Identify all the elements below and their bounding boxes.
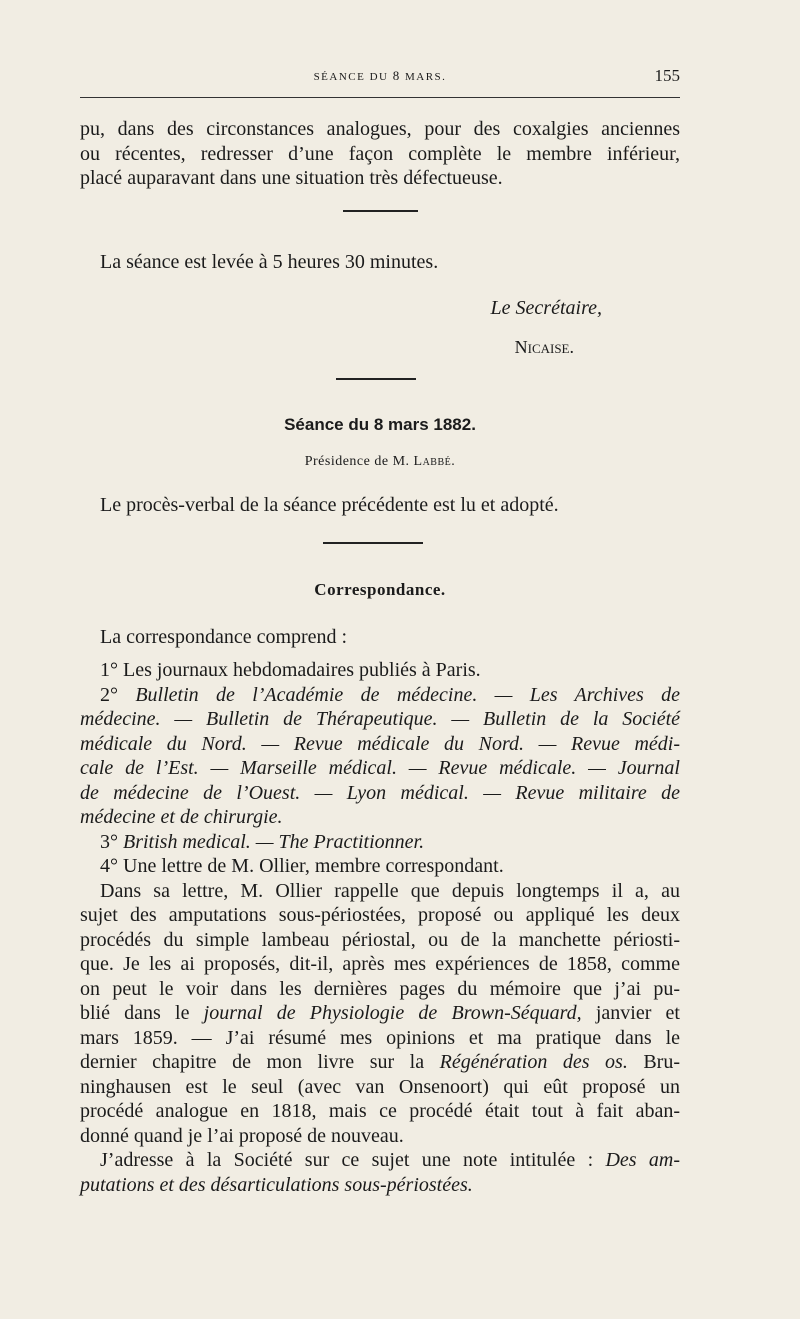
list-item-2-line: médecine. — Bulletin de Thérapeutique. — Bulletin de la Société bbox=[80, 708, 680, 730]
running-title-prefix: SÉANCE DU bbox=[313, 71, 393, 83]
presidence-prefix: Présidence de M. bbox=[304, 454, 414, 469]
session-title: Séance du 8 mars 1882. bbox=[284, 415, 476, 434]
letter-text: dernier chapitre de mon livre sur la bbox=[80, 1051, 440, 1073]
running-head bbox=[80, 66, 680, 92]
list-item-2-text: Bulletin de l’Académie de médecine. — Les Archives de bbox=[135, 683, 680, 706]
letter-line: Dans sa lettre, M. Ollier rappelle que depuis longtemps il a, au bbox=[100, 879, 680, 902]
minutes-text: Le procès-verbal de la séance précédente est lu et adopté. bbox=[100, 494, 559, 516]
list-item-2-line: de médecine de l’Ouest. — Lyon médical. — Revue militaire de bbox=[80, 781, 680, 804]
running-title-suffix: MARS. bbox=[400, 71, 447, 83]
section-rule bbox=[323, 542, 423, 544]
secretary-name-block bbox=[80, 335, 680, 360]
adjourn-line bbox=[80, 250, 680, 275]
letter-line bbox=[80, 1148, 680, 1173]
header-rule bbox=[80, 97, 680, 98]
letter-text: janvier et bbox=[581, 1002, 680, 1024]
letter-text: Bru- bbox=[627, 1051, 681, 1073]
letter-line: que. Je les ai proposés, dit-il, après mes expériences de 1858, comme bbox=[80, 953, 680, 975]
correspondance-heading: Correspondance. bbox=[314, 580, 446, 599]
list-item-1: 1° Les journaux hebdomadaires publiés à Paris. bbox=[100, 659, 481, 681]
list-item-3-text: British medical. — The Practitionner. bbox=[123, 830, 425, 853]
letter-citation: journal de Physiologie de Brown-Séquard, bbox=[203, 1002, 582, 1024]
secretary-title: Le Secrétaire, bbox=[490, 297, 602, 319]
letter-line bbox=[80, 1050, 680, 1075]
presidence-line bbox=[80, 454, 680, 470]
letter-line: procédés du simple lambeau périostal, ou de la manchette périosti- bbox=[80, 928, 680, 951]
list-item-2-line bbox=[80, 683, 680, 708]
opening-line: ou récentes, redresser d’une façon complète le membre inférieur, bbox=[80, 142, 680, 165]
letter-line: putations et des désarticulations sous-périostées. bbox=[80, 1173, 473, 1196]
list-item-2-line: médecine et de chirurgie. bbox=[80, 806, 283, 828]
secretary-title-block bbox=[80, 296, 680, 321]
list-item-3 bbox=[80, 830, 680, 855]
correspondance-intro: La correspondance comprend : bbox=[100, 626, 348, 648]
list-item-2-line: cale de l’Est. — Marseille médical. — Revue médicale. — Journal bbox=[80, 757, 680, 779]
letter-line: ninghausen est le seul (avec van Onsenoort) qui eût proposé un bbox=[80, 1075, 680, 1098]
letter-line: sujet des amputations sous-périostées, proposé ou appliqué les deux bbox=[80, 904, 680, 926]
running-title-day: 8 bbox=[392, 68, 401, 83]
opening-paragraph bbox=[80, 117, 680, 191]
secretary-name: Nicaise. bbox=[514, 337, 574, 357]
list-item-2-number: 2° bbox=[100, 683, 136, 706]
list-item-4: 4° Une lettre de M. Ollier, membre correspondant. bbox=[100, 855, 504, 877]
letter-line: on peut le voir dans les dernières pages du mémoire que j’ai pu- bbox=[80, 977, 680, 1000]
presidence-name: Labbé. bbox=[413, 454, 456, 469]
letter-line: procédé analogue en 1818, mais ce procédé était tout à fait aban- bbox=[80, 1100, 680, 1122]
running-title bbox=[80, 68, 680, 84]
letter-line bbox=[80, 1001, 680, 1026]
letter-line: mars 1859. — J’ai résumé mes opinions et ma pratique dans le bbox=[80, 1026, 680, 1049]
section-rule bbox=[343, 210, 418, 212]
letter-text: J’adresse à la Société sur ce sujet une note intitulée : bbox=[100, 1149, 606, 1171]
section-rule bbox=[336, 378, 416, 380]
adjourn-text: La séance est levée à 5 heures 30 minutes. bbox=[100, 251, 439, 273]
minutes-line bbox=[80, 493, 680, 518]
page-number: 155 bbox=[654, 66, 680, 85]
letter-line: donné quand je l’ai proposé de nouveau. bbox=[80, 1124, 404, 1147]
letter-citation: Régénération des os. bbox=[439, 1051, 628, 1073]
opening-line: placé auparavant dans une situation très défectueuse. bbox=[80, 167, 503, 189]
list-item-3-number: 3° bbox=[100, 830, 123, 853]
correspondance-intro-block bbox=[80, 625, 680, 650]
letter-citation: Des am- bbox=[605, 1149, 680, 1171]
correspondance-list bbox=[80, 658, 680, 1197]
list-item-2-line: médicale du Nord. — Revue médicale du Nord. — Revue médi- bbox=[80, 732, 680, 755]
letter-text: blié dans le bbox=[80, 1002, 204, 1024]
opening-line: pu, dans des circonstances analogues, pour des coxalgies anciennes bbox=[80, 118, 680, 140]
